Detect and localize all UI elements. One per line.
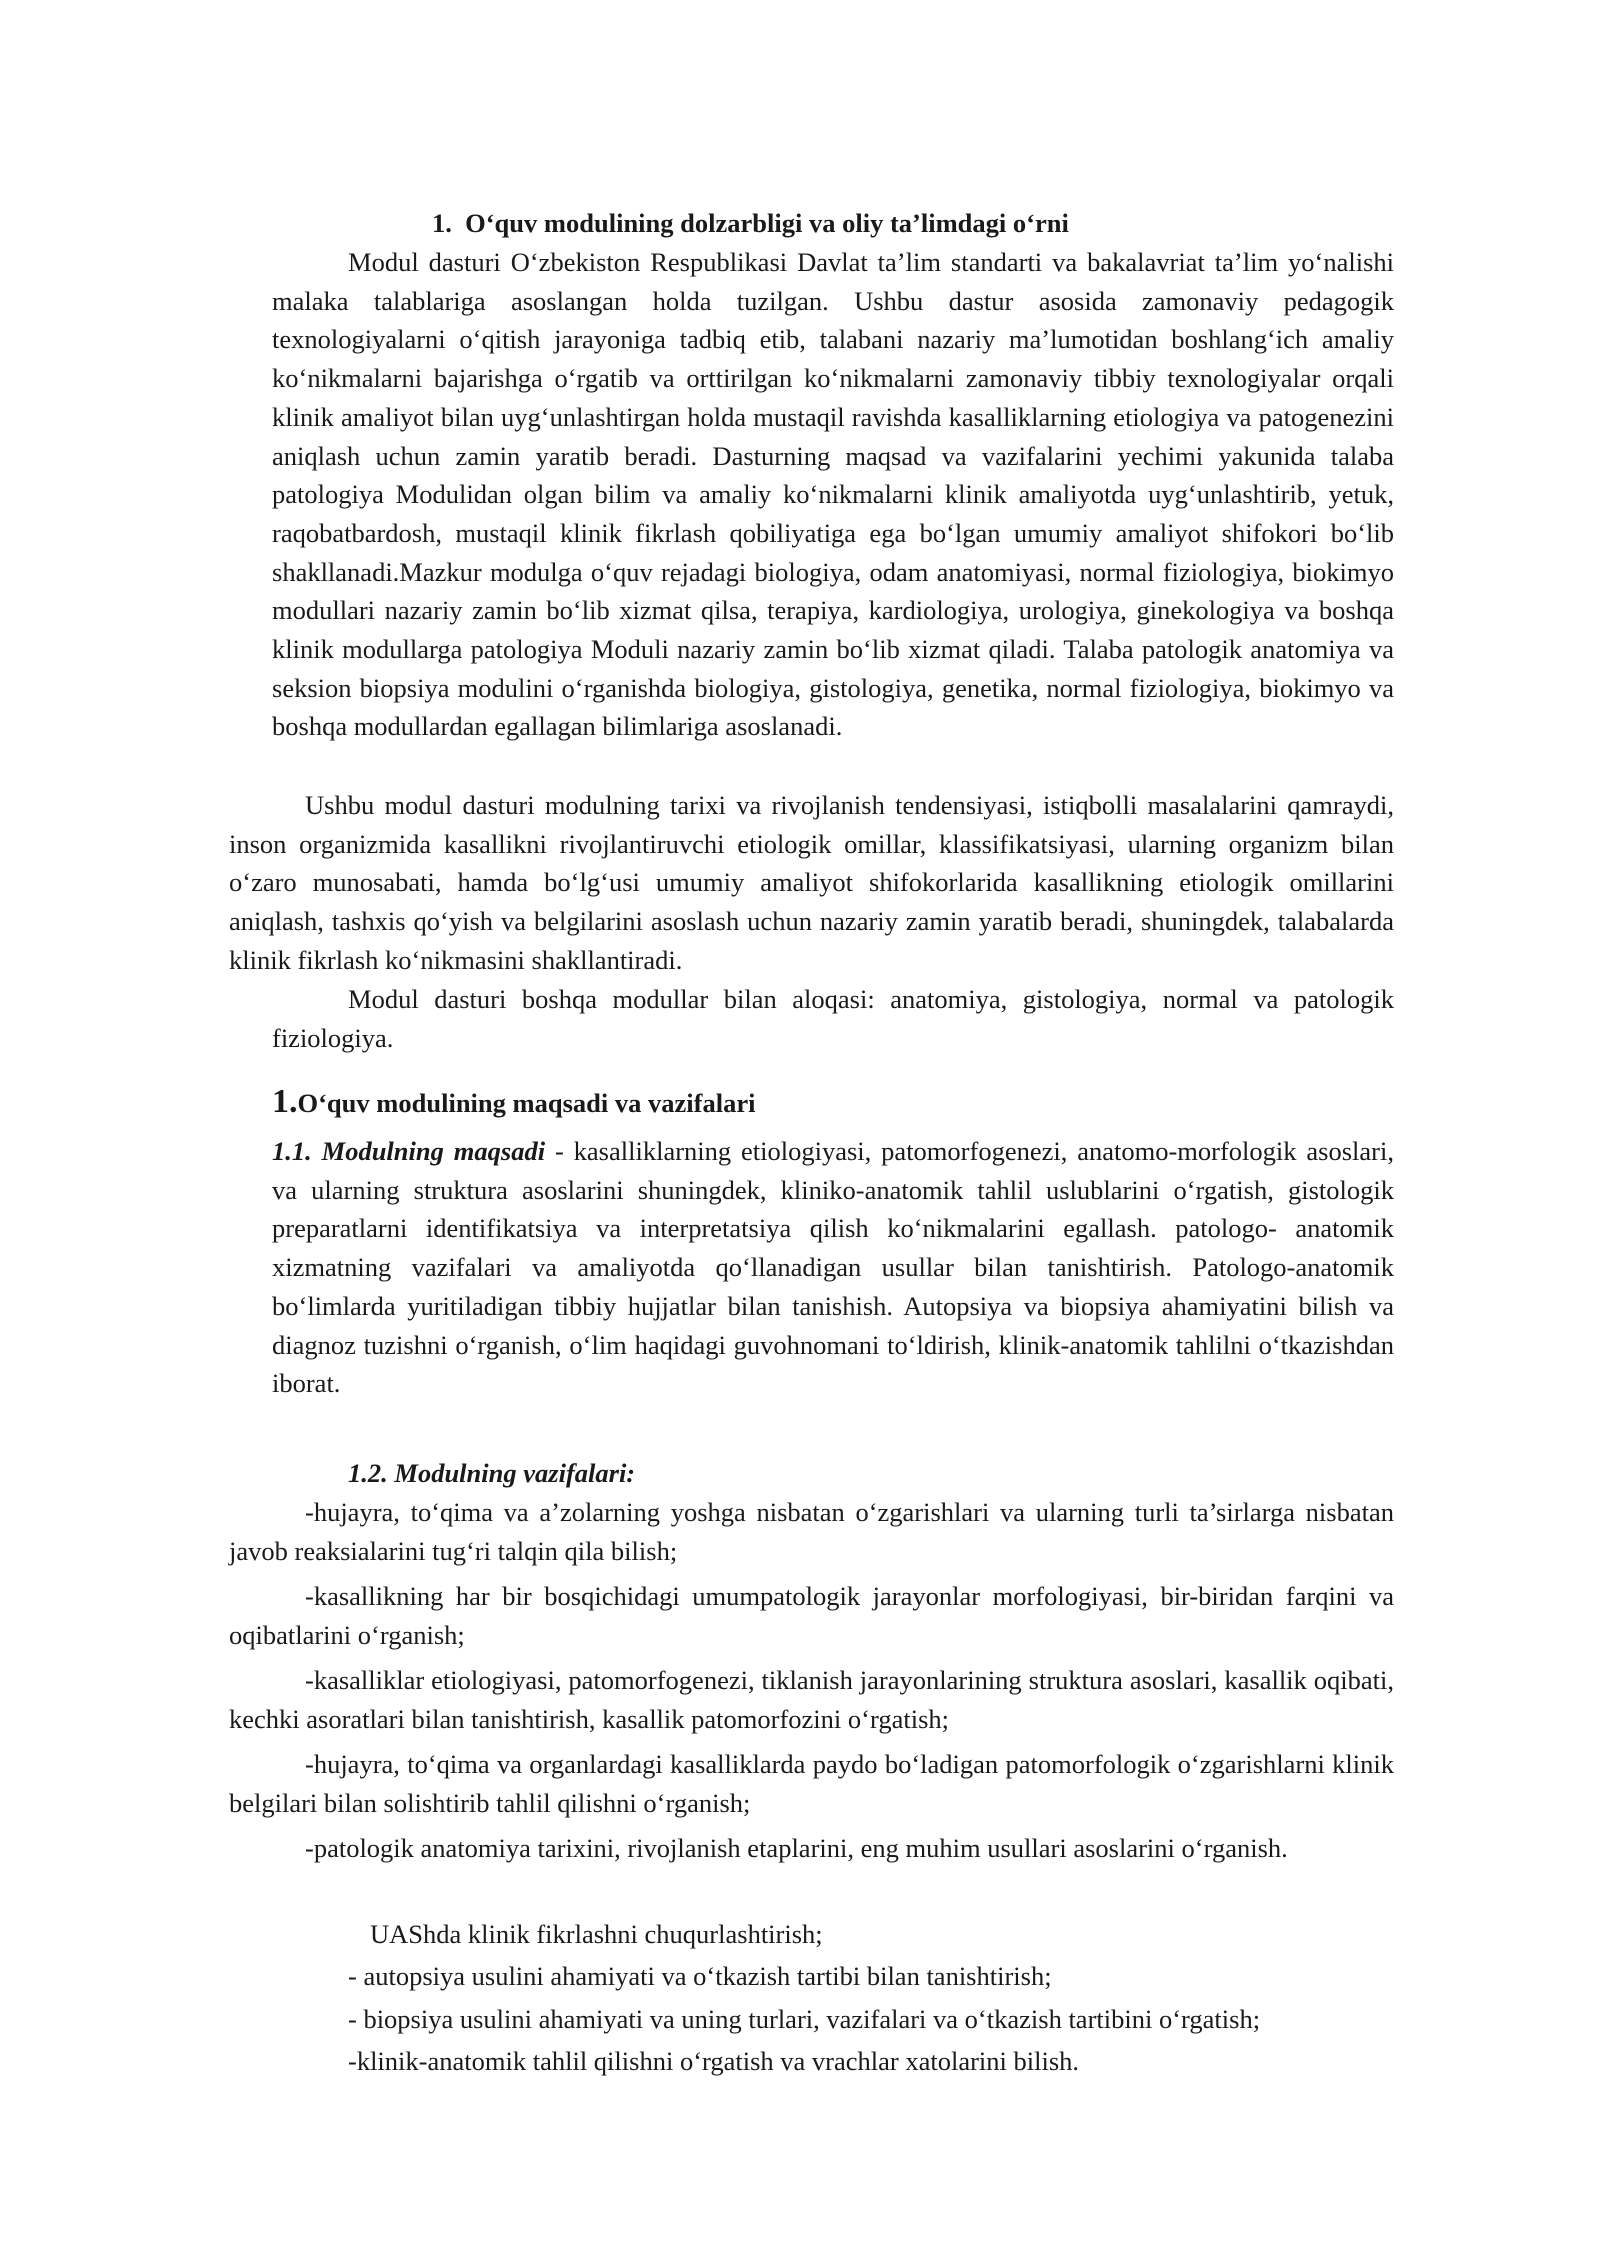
section-1-paragraph-2: Ushbu modul dasturi modulning tarixi va rivojlanish tendensiyasi, istiqbolli masalalarini qamraydi, inson organizmida kasallikni rivojlantiruvchi etiologik omillar, klassifikatsiyasi, ularning organizm bilan o‘zaro munosabati, hamda bo‘lg‘usi umumiy amaliyot shifokorlarida kasallikning etiologik omillarini aniqlash, tashxis qo‘yish va belgilarini asoslash uchun nazariy zamin yaratib beradi, shuningdek, talabalarda klinik fikrlash ko‘nikmasini shakllantiradi. (229, 790, 1394, 975)
section-1-heading (432, 204, 1069, 243)
task-item: -hujayra, to‘qima va a’zolarning yoshga nisbatan o‘zgarishlari va ularning turli ta’sirlarga nisbatan javob reaksialarini tug‘ri talqin qila bilish; (229, 1497, 1394, 1566)
extra-item: -klinik-anatomik tahlil qilishni o‘rgatish va vrachlar xatolarini bilish. (348, 2046, 1080, 2076)
goal-label: 1.1. Modulning maqsadi (272, 1136, 546, 1166)
section-1-paragraph-3: Modul dasturi boshqa modullar bilan aloqasi: anatomiya, gistologiya, normal va patologik fiziologiya. (272, 984, 1394, 1053)
task-item: -kasalliklar etiologiyasi, patomorfogenezi, tiklanish jarayonlarining struktura asoslari, kasallik oqibati, kechki asoratlari bilan tanishtirish, kasallik patomorfozini o‘rgatish; (229, 1665, 1394, 1734)
task-item: -patologik anatomiya tarixini, rivojlanish etaplarini, eng muhim usullari asoslarini o‘rganish. (305, 1833, 1288, 1863)
section-2-heading (272, 1083, 755, 1123)
task-item: -hujayra, to‘qima va organlardagi kasalliklarda paydo bo‘ladigan patomorfologik o‘zgarishlarni klinik belgilari bilan solishtirib tahlil qilishni o‘rganish; (229, 1749, 1394, 1818)
section-1-number: 1. (432, 208, 452, 238)
extra-item: - autopsiya usulini ahamiyati va o‘tkazish tartibi bilan tanishtirish; (348, 1961, 1052, 1991)
extra-item: - biopsiya usulini ahamiyati va uning turlari, vazifalari va o‘tkazish tartibini o‘rgatish; (348, 2004, 1261, 2034)
extra-item: UAShda klinik fikrlashni chuqurlashtirish; (370, 1919, 823, 1949)
section-2-title: O‘quv modulining maqsadi va vazifalari (297, 1088, 756, 1118)
task-item: -kasallikning har bir bosqichidagi umumpatologik jarayonlar morfologiyasi, bir-biridan farqini va oqibatlarini o‘rganish; (229, 1581, 1394, 1650)
goal-text: - kasalliklarning etiologiyasi, patomorfogenezi, anatomo-morfologik asoslari, va ularning struktura asoslarini shuningdek, kliniko-anatomik tahlil uslublarini o‘rgatish, gistologik preparatlarni identifikatsiya va interpretatsiya qilish ko‘nikmalarini egallash. patologo- anatomik xizmatning vazifalari va amaliyotda qo‘llanadigan usullar bilan tanishtirish. Patologo-anatomik bo‘limlarda yuritiladigan tibbiy hujjatlar bilan tanishish. Autopsiya va biopsiya ahamiyatini bilish va diagnoz tuzishni o‘rganish, o‘lim haqidagi guvohnomani to‘ldirish, klinik-anatomik tahlilni o‘tkazishdan iborat. (272, 1136, 1394, 1399)
goal-paragraph (272, 1132, 1394, 1403)
section-2-number: 1. (272, 1083, 298, 1120)
tasks-label: 1.2. Modulning vazifalari: (348, 1458, 636, 1488)
section-1-paragraph-1: Modul dasturi O‘zbekiston Respublikasi Davlat ta’lim standarti va bakalavriat ta’lim yo‘nalishi malaka talablariga asoslangan holda tuzilgan. Ushbu dastur asosida zamonaviy pedagogik texnologiyalarni o‘qitish jarayoniga tadbiq etib, talabani nazariy ma’lumotidan boshlang‘ich amaliy ko‘nikmalarni bajarishga o‘rgatib va orttirilgan ko‘nikmalarni zamonaviy tibbiy texnologiyalar orqali klinik amaliyot bilan uyg‘unlashtirgan holda mustaqil ravishda kasalliklarning etiologiya va patogenezini aniqlash uchun zamin yaratib beradi. Dasturning maqsad va vazifalarini yechimi yakunida talaba patologiya Modulidan olgan bilim va amaliy ko‘nikmalarni klinik amaliyotda uyg‘unlashtirib, yetuk, raqobatbardosh, mustaqil klinik fikrlash qobiliyatiga ega bo‘lgan umumiy amaliyot shifokori bo‘lib shakllanadi.Mazkur modulga o‘quv rejadagi biologiya, odam anatomiyasi, normal fiziologiya, biokimyo modullari nazariy zamin bo‘lib xizmat qilsa, terapiya, kardiologiya, urologiya, ginekologiya va boshqa klinik modullarga patologiya Moduli nazariy zamin bo‘lib xizmat qiladi. Talaba patologik anatomiya va seksion biopsiya modulini o‘rganishda biologiya, gistologiya, genetika, normal fiziologiya, biokimyo va boshqa modullardan egallagan bilimlariga asoslanadi. (272, 247, 1394, 742)
section-1-title: O‘quv modulining dolzarbligi va oliy ta’limdagi o‘rni (465, 208, 1069, 238)
